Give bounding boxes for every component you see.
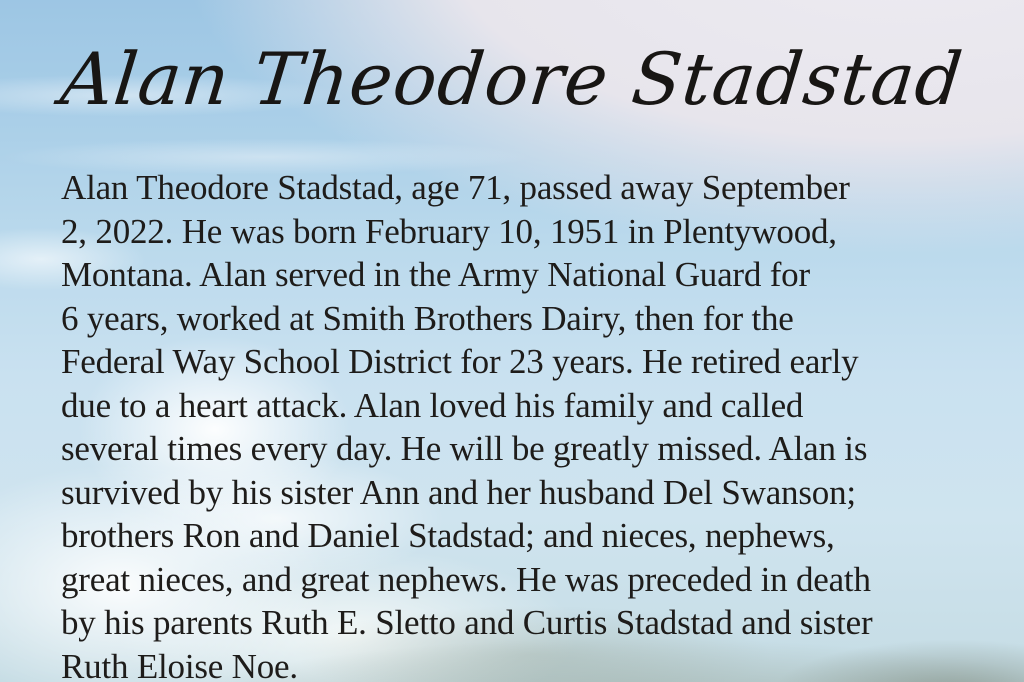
obituary-line: Montana. Alan served in the Army National Guard for	[61, 255, 810, 294]
deceased-name-title: Alan Theodore Stadstad	[57, 37, 967, 121]
obituary-line: Alan Theodore Stadstad, age 71, passed away September	[61, 168, 850, 207]
obituary-line: by his parents Ruth E. Sletto and Curtis Stadstad and sister	[61, 603, 873, 642]
obituary-line: 6 years, worked at Smith Brothers Dairy, then for the	[61, 298, 794, 338]
obituary-line: due to a heart attack. Alan loved his family and called	[61, 385, 804, 425]
obituary-line: Federal Way School District for 23 years. He retired early	[61, 342, 859, 381]
obituary-line: brothers Ron and Daniel Stadstad; and nieces, nephews,	[61, 516, 835, 555]
obituary-body	[61, 166, 974, 682]
obituary-line: Ruth Eloise Noe.	[61, 646, 298, 682]
obituary-line: several times every day. He will be greatly missed. Alan is	[61, 429, 868, 468]
obituary-line: survived by his sister Ann and her husband Del Swanson;	[61, 472, 856, 512]
obituary-line: 2, 2022. He was born February 10, 1951 in Plentywood,	[61, 211, 837, 251]
obituary-line: great nieces, and great nephews. He was preceded in death	[61, 559, 871, 599]
